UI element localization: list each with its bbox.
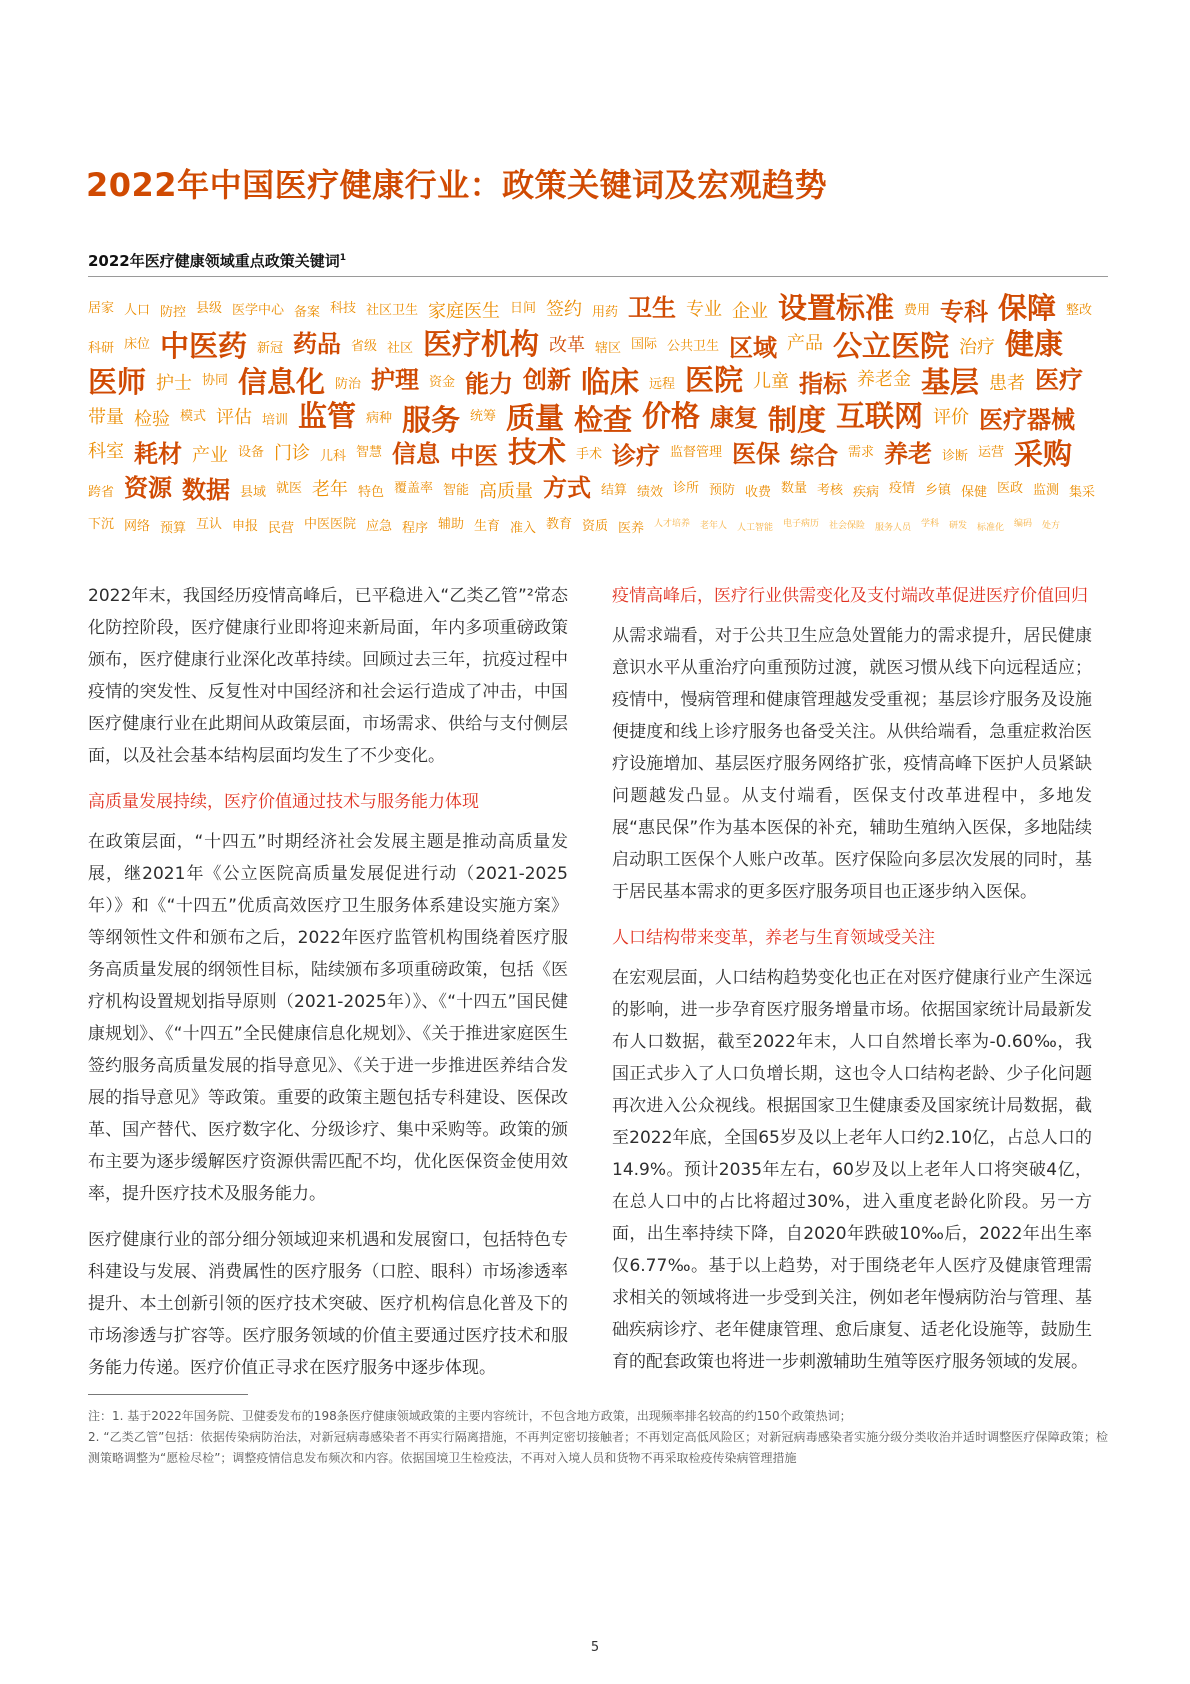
cloud-keyword: 数量 <box>781 480 808 496</box>
cloud-keyword: 指标 <box>799 370 847 398</box>
cloud-keyword: 电子病历 <box>783 518 820 529</box>
cloud-keyword: 中医 <box>450 442 498 470</box>
cloud-keyword: 乡镇 <box>925 482 952 498</box>
cloud-keyword: 医院 <box>685 362 744 397</box>
cloud-keyword: 结算 <box>601 482 628 498</box>
cloud-keyword: 监督管理 <box>670 444 723 460</box>
cloud-keyword: 公共卫生 <box>667 338 720 354</box>
cloud-keyword: 民营 <box>268 520 295 536</box>
body-paragraph: 在宏观层面，人口结构趋势变化也正在对医疗健康行业产生深远的影响，进一步孕育医疗服务增量市场。依据国家统计局最新发布人口数据，截至2022年末，人口自然增长率为-0.60‰，我国正式步入了人口负增长期，这也令人口结构老龄、少子化问题再次进入公众视线。根据国家卫生健康委及国家统计局数据，截至2022年底，全国65岁及以上老年人口约2.10亿，占总人口的14.9%。预计2035年左右，60岁及以上老年人口将突破4亿，在总人口中的占比将超过30%，进入重度老龄化阶段。另一方面，出生率持续下降，自2020年跌破10‰后，2022年出生率仅6.77‰。基于以上趋势，对于围绕老年人医疗及健康管理需求相关的领域将进一步受到关注，例如老年慢病防治与管理、基础疾病诊疗、老年健康管理、愈后康复、适老化设施等，鼓励生育的配套政策也将进一步刺激辅助生殖等医疗服务领域的发展。 <box>612 968 1092 1372</box>
cloud-keyword: 用药 <box>592 304 619 320</box>
cloud-keyword: 诊断 <box>942 448 969 464</box>
cloud-keyword: 护理 <box>371 366 419 394</box>
subtitle-rule <box>88 276 1108 277</box>
cloud-keyword: 智能 <box>443 482 470 498</box>
cloud-keyword: 养老 <box>884 440 932 468</box>
cloud-keyword: 健康 <box>1005 326 1064 361</box>
word-cloud-subtitle <box>88 250 346 271</box>
cloud-keyword: 互联网 <box>836 398 924 433</box>
cloud-keyword: 数据 <box>182 476 230 504</box>
cloud-keyword: 床位 <box>124 336 151 352</box>
cloud-keyword: 设备 <box>238 444 265 460</box>
cloud-keyword: 整改 <box>1066 302 1093 318</box>
cloud-keyword: 治疗 <box>959 337 995 358</box>
cloud-keyword: 医养 <box>618 520 645 536</box>
cloud-keyword: 养老金 <box>857 369 911 390</box>
cloud-keyword: 门诊 <box>274 443 310 464</box>
cloud-keyword: 药品 <box>293 330 341 358</box>
page-number: 5 <box>590 1640 600 1655</box>
cloud-keyword: 跨省 <box>88 484 115 500</box>
cloud-keyword: 研发 <box>949 520 968 531</box>
cloud-keyword: 人才培养 <box>654 518 691 529</box>
footnote-rule <box>88 1394 248 1395</box>
cloud-keyword: 卫生 <box>628 294 676 322</box>
cloud-keyword: 远程 <box>649 376 676 392</box>
cloud-keyword: 服务人员 <box>875 522 912 533</box>
cloud-keyword: 护士 <box>156 373 192 394</box>
cloud-keyword: 监测 <box>1033 482 1060 498</box>
cloud-keyword: 质量 <box>506 400 565 435</box>
cloud-keyword: 企业 <box>732 301 768 322</box>
cloud-keyword: 就医 <box>276 480 303 496</box>
cloud-keyword: 评估 <box>216 407 252 428</box>
cloud-keyword: 申报 <box>232 518 259 534</box>
cloud-keyword: 辖区 <box>595 340 622 356</box>
body-paragraph: 从需求端看，对于公共卫生应急处置能力的需求提升，居民健康意识水平从重治疗向重预防过渡，就医习惯从线下向远程适应；疫情中，慢病管理和健康管理越发受重视；基层诊疗服务及设施便捷度和线上诊疗服务也备受关注。从供给端看，急重症救治医疗设施增加、基层医疗服务网络扩张，疫情高峰下医护人员紧缺问题越发凸显。从支付端看，医保支付改革进程中，多地发展“惠民保”作为基本医保的补充，辅助生殖纳入医保，多地陆续启动职工医保个人账户改革。医疗保险向多层次发展的同时，基于居民基本需求的更多医疗服务项目也正逐步纳入医保。 <box>612 626 1092 902</box>
footnote: 注：1. 基于2022年国务院、卫健委发布的198条医疗健康领域政策的主要内容统计，不包含地方政策，出现频率排名较高的约150个政策热词； <box>88 1409 852 1423</box>
cloud-keyword: 设置标准 <box>778 290 895 325</box>
body-paragraph: 医疗健康行业的部分细分领域迎来机遇和发展窗口，包括特色专科建设与发展、消费属性的医疗服务（口腔、眼科）市场渗透率提升、本土创新引领的医疗技术突破、医疗机构信息化普及下的市场渗透与扩容等。医疗服务领域的价值主要通过医疗技术和服务能力传递。医疗价值正寻求在医疗服务中逐步体现。 <box>88 1230 568 1378</box>
cloud-keyword: 医政 <box>997 480 1024 496</box>
cloud-keyword: 医疗器械 <box>979 406 1075 434</box>
cloud-keyword: 中医药 <box>160 328 248 363</box>
cloud-keyword: 培训 <box>262 412 289 428</box>
cloud-keyword: 社区卫生 <box>366 302 419 318</box>
cloud-keyword: 处方 <box>1042 520 1061 531</box>
cloud-keyword: 基层 <box>921 364 980 399</box>
cloud-keyword: 新冠 <box>257 340 284 356</box>
cloud-keyword: 覆盖率 <box>394 480 434 496</box>
subtitle-text: 2022年医疗健康领域重点政策关键词 <box>88 252 340 270</box>
cloud-keyword: 医保 <box>732 440 780 468</box>
cloud-keyword: 疾病 <box>853 484 880 500</box>
right-column <box>612 580 1092 1392</box>
cloud-keyword: 医疗 <box>1035 366 1083 394</box>
cloud-keyword: 专业 <box>686 299 722 320</box>
cloud-keyword: 绩效 <box>637 484 664 500</box>
cloud-keyword: 采购 <box>1014 436 1073 471</box>
cloud-keyword: 国际 <box>631 336 658 352</box>
cloud-keyword: 改革 <box>549 335 585 356</box>
cloud-keyword: 科研 <box>88 340 115 356</box>
cloud-keyword: 制度 <box>768 402 827 437</box>
subtitle-note-ref: 1 <box>339 253 347 263</box>
cloud-keyword: 康复 <box>710 404 758 432</box>
cloud-keyword: 病种 <box>366 410 393 426</box>
cloud-keyword: 资源 <box>124 474 172 502</box>
page-title: 2022年中国医疗健康行业：政策关键词及宏观趋势 <box>86 166 828 204</box>
cloud-keyword: 生育 <box>474 518 501 534</box>
cloud-keyword: 老年 <box>312 479 348 500</box>
cloud-keyword: 集采 <box>1069 484 1096 500</box>
cloud-keyword: 防治 <box>335 376 362 392</box>
cloud-keyword: 综合 <box>790 442 838 470</box>
cloud-keyword: 保健 <box>961 484 988 500</box>
left-column <box>88 580 568 1398</box>
cloud-keyword: 价格 <box>642 398 701 433</box>
cloud-keyword: 诊所 <box>673 480 700 496</box>
cloud-keyword: 手术 <box>576 446 603 462</box>
cloud-keyword: 备案 <box>294 304 321 320</box>
section-heading: 疫情高峰后，医疗行业供需变化及支付端改革促进医疗价值回归 <box>612 586 1088 606</box>
cloud-keyword: 准入 <box>510 520 537 536</box>
cloud-keyword: 智慧 <box>356 444 383 460</box>
cloud-keyword: 医疗机构 <box>423 326 540 361</box>
cloud-keyword: 高质量 <box>479 481 533 502</box>
cloud-keyword: 公立医院 <box>833 328 950 363</box>
cloud-keyword: 签约 <box>546 299 582 320</box>
cloud-keyword: 互认 <box>196 516 223 532</box>
body-paragraph: 在政策层面，“十四五”时期经济社会发展主题是推动高质量发展，继2021年《公立医院高质量发展促进行动（2021-2025年）》和《“十四五”优质高效医疗卫生服务体系建设实施方案》等纲领性文件和颁布之后，2022年医疗监管机构围绕着医疗服务高质量发展的纲领性目标，陆续颁布多项重磅政策，包括《医疗机构设置规划指导原则（2021-2025年）》、《“十四五”国民健康规划》、《“十四五”全民健康信息化规划》、《关于推进家庭医生签约服务高质量发展的指导意见》、《关于进一步推进医养结合发展的指导意见》等政策。重要的政策主题包括专科建设、医保改革、国产替代、医疗数字化、分级诊疗、集中采购等。政策的颁布主要为逐步缓解医疗资源供需匹配不均，优化医保资金使用效率，提升医疗技术及服务能力。 <box>88 832 568 1204</box>
cloud-keyword: 老年人 <box>700 520 728 531</box>
cloud-keyword: 标准化 <box>977 522 1005 533</box>
cloud-keyword: 特色 <box>358 484 385 500</box>
cloud-keyword: 评价 <box>933 407 969 428</box>
cloud-keyword: 教育 <box>546 516 573 532</box>
cloud-keyword: 区域 <box>729 334 777 362</box>
cloud-keyword: 科技 <box>330 300 357 316</box>
cloud-keyword: 县级 <box>196 300 223 316</box>
cloud-keyword: 人工智能 <box>737 522 774 533</box>
cloud-keyword: 预防 <box>709 482 736 498</box>
cloud-keyword: 能力 <box>465 370 513 398</box>
cloud-keyword: 统筹 <box>470 408 497 424</box>
section-heading: 高质量发展持续，医疗价值通过技术与服务能力体现 <box>88 792 479 812</box>
cloud-keyword: 协同 <box>202 372 229 388</box>
cloud-keyword: 耗材 <box>134 440 182 468</box>
footnotes <box>88 1406 1108 1469</box>
cloud-keyword: 临床 <box>581 364 640 399</box>
cloud-keyword: 检查 <box>574 402 633 437</box>
cloud-keyword: 居家 <box>88 300 115 316</box>
cloud-keyword: 防控 <box>160 304 187 320</box>
cloud-keyword: 需求 <box>848 444 875 460</box>
cloud-keyword: 社会保险 <box>829 520 866 531</box>
body-paragraph: 2022年末，我国经历疫情高峰后，已平稳进入“乙类乙管”²常态化防控阶段，医疗健康行业即将迎来新局面，年内多项重磅政策颁布，医疗健康行业深化改革持续。回顾过去三年，抗疫过程中疫情的突发性、反复性对中国经济和社会运行造成了冲击，中国医疗健康行业在此期间从政策层面，市场需求、供给与支付侧层面，以及社会基本结构层面均发生了不少变化。 <box>88 586 568 766</box>
footnote: 2. “乙类乙管”包括：依据传染病防治法，对新冠病毒感染者不再实行隔离措施，不再判定密切接触者；不再划定高低风险区；对新冠病毒感染者实施分级分类收治并适时调整医疗保障政策；检测策略调整为“愿检尽检”；调整疫情信息发布频次和内容。依据国境卫生检疫法，不再对入境人员和货物不再采取检疫传染病管理措施 <box>88 1430 1108 1465</box>
cloud-keyword: 产业 <box>192 445 228 466</box>
cloud-keyword: 医学中心 <box>232 302 285 318</box>
cloud-keyword: 产品 <box>787 333 823 354</box>
cloud-keyword: 省级 <box>351 338 378 354</box>
cloud-keyword: 资金 <box>429 374 456 390</box>
cloud-keyword: 技术 <box>508 434 567 469</box>
cloud-keyword: 编码 <box>1014 518 1033 529</box>
section-heading: 人口结构带来变革，养老与生育领域受关注 <box>612 928 935 948</box>
cloud-keyword: 网络 <box>124 518 151 534</box>
cloud-keyword: 程序 <box>402 520 429 536</box>
cloud-keyword: 医师 <box>88 364 147 399</box>
cloud-keyword: 方式 <box>543 474 591 502</box>
cloud-keyword: 县域 <box>240 484 267 500</box>
cloud-keyword: 人口 <box>124 302 151 318</box>
cloud-keyword: 患者 <box>989 373 1025 394</box>
cloud-keyword: 监管 <box>298 398 357 433</box>
cloud-keyword: 疫情 <box>889 480 916 496</box>
cloud-keyword: 应急 <box>366 518 393 534</box>
cloud-keyword: 中医医院 <box>304 516 357 532</box>
cloud-keyword: 学科 <box>921 518 940 529</box>
cloud-keyword: 模式 <box>180 408 207 424</box>
cloud-keyword: 资质 <box>582 518 609 534</box>
cloud-keyword: 儿童 <box>753 371 789 392</box>
cloud-keyword: 信息化 <box>238 364 326 399</box>
cloud-keyword: 家庭医生 <box>428 301 500 322</box>
cloud-keyword: 服务 <box>402 402 461 437</box>
cloud-keyword: 运营 <box>978 444 1005 460</box>
keyword-cloud <box>88 292 1108 562</box>
cloud-keyword: 诊疗 <box>612 442 660 470</box>
cloud-keyword: 儿科 <box>320 448 347 464</box>
cloud-keyword: 收费 <box>745 484 772 500</box>
cloud-keyword: 辅助 <box>438 516 465 532</box>
cloud-keyword: 预算 <box>160 520 187 536</box>
cloud-keyword: 费用 <box>904 302 931 318</box>
cloud-keyword: 考核 <box>817 482 844 498</box>
cloud-keyword: 日间 <box>510 300 537 316</box>
cloud-keyword: 专科 <box>940 298 988 326</box>
cloud-keyword: 信息 <box>392 440 440 468</box>
cloud-keyword: 带量 <box>88 407 124 428</box>
cloud-keyword: 保障 <box>998 290 1057 325</box>
cloud-keyword: 检验 <box>134 409 170 430</box>
cloud-keyword: 社区 <box>387 340 414 356</box>
cloud-keyword: 科室 <box>88 441 124 462</box>
cloud-keyword: 创新 <box>523 366 571 394</box>
cloud-keyword: 下沉 <box>88 516 115 532</box>
